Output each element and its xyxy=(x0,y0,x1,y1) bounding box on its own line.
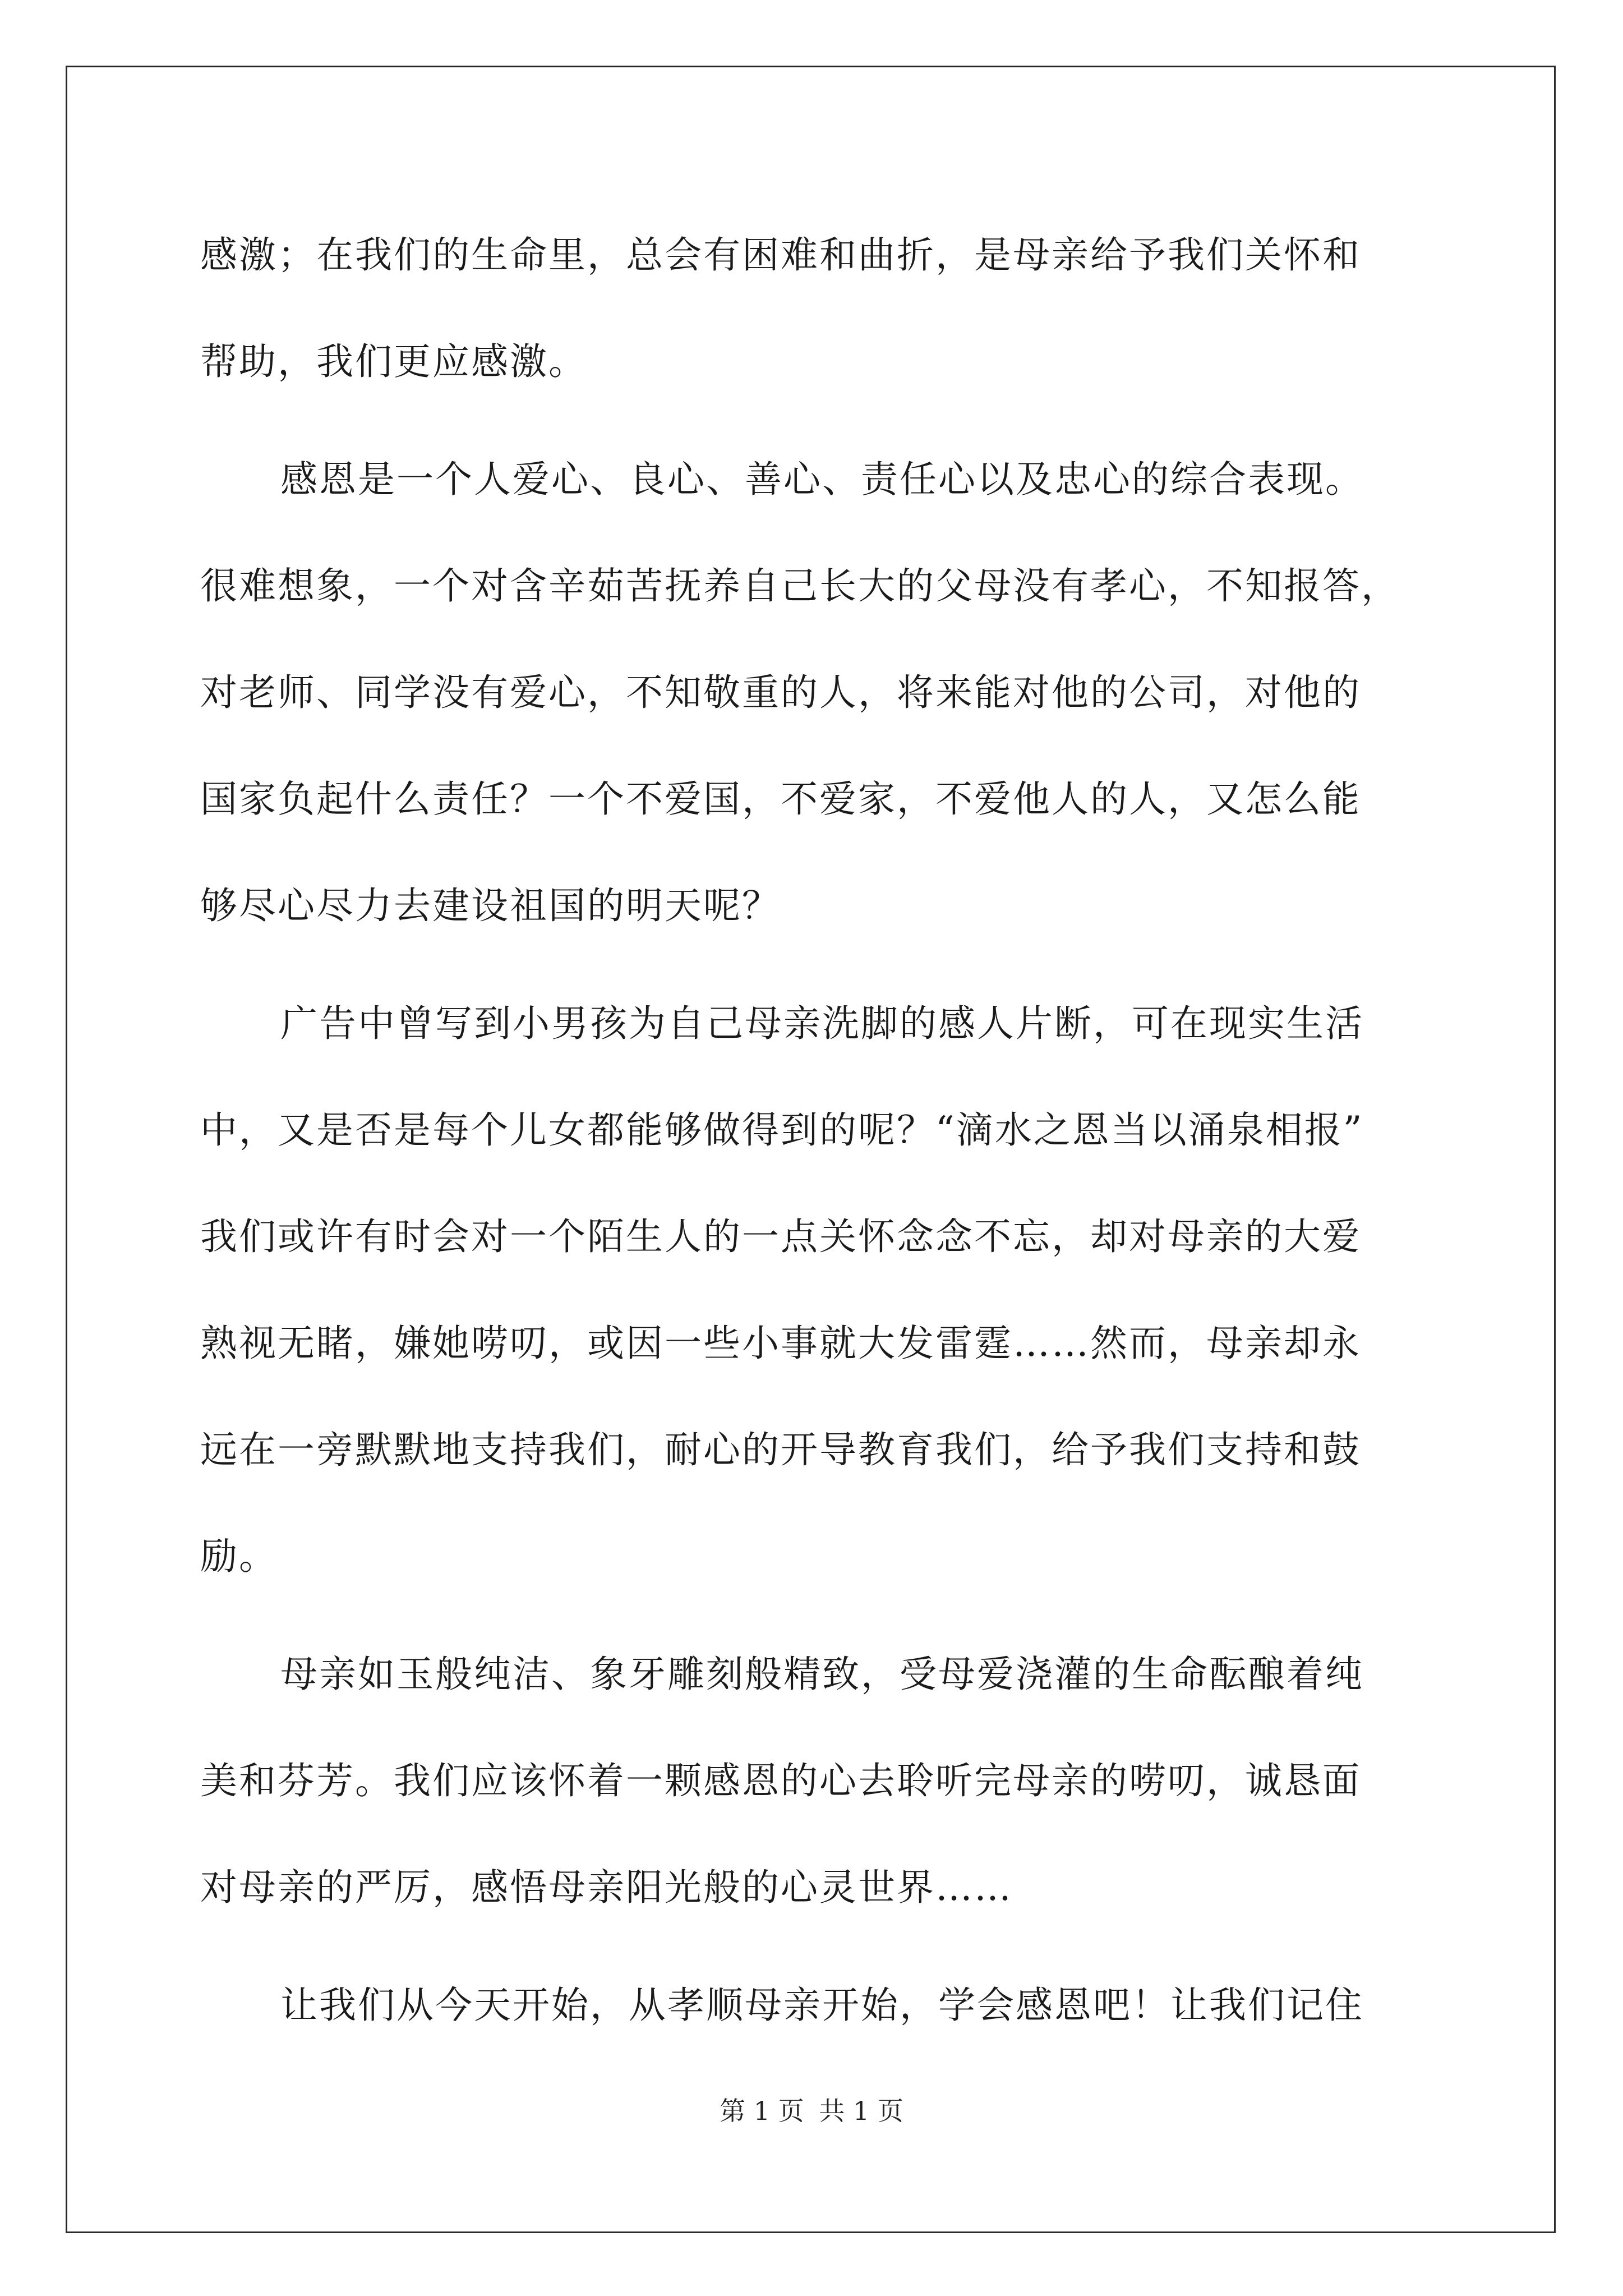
paragraph-first-line: 感恩是一个人爱心、良心、善心、责任心以及忠心的综合表现。 xyxy=(280,458,1364,501)
body-line: 我们或许有时会对一个陌生人的一点关怀念念不忘，却对母亲的大爱 xyxy=(200,1215,1361,1258)
body-line: 远在一旁默默地支持我们，耐心的开导教育我们，给予我们支持和鼓 xyxy=(200,1428,1361,1471)
body-line: 励。 xyxy=(200,1535,278,1578)
body-line: 国家负起什么责任？一个不爱国，不爱家，不爱他人的人，又怎么能 xyxy=(200,777,1361,821)
body-line: 帮助，我们更应感激。 xyxy=(200,340,587,383)
body-line: 感激；在我们的生命里，总会有困难和曲折，是母亲给予我们关怀和 xyxy=(200,233,1361,277)
body-line: 对母亲的严厉，感悟母亲阳光般的心灵世界…… xyxy=(200,1866,1013,1909)
body-line: 对老师、同学没有爱心，不知敬重的人，将来能对他的公司，对他的 xyxy=(200,671,1361,714)
body-line: 中，又是否是每个儿女都能够做得到的呢？“滴水之恩当以涌泉相报” xyxy=(200,1108,1364,1152)
body-line: 很难想象，一个对含辛茹苦抚养自己长大的父母没有孝心，不知报答， xyxy=(200,564,1400,608)
paragraph-first-line: 母亲如玉般纯洁、象牙雕刻般精致，受母爱浇灌的生命酝酿着纯 xyxy=(280,1653,1364,1696)
page-number: 第 1 页 xyxy=(720,2096,804,2126)
body-line: 够尽心尽力去建设祖国的明天呢？ xyxy=(200,884,781,927)
body-line: 熟视无睹，嫌她唠叨，或因一些小事就大发雷霆……然而，母亲却永 xyxy=(200,1322,1361,1365)
page-total: 共 1 页 xyxy=(819,2096,903,2126)
body-line: 美和芬芳。我们应该怀着一颗感恩的心去聆听完母亲的唠叨，诚恳面 xyxy=(200,1759,1361,1802)
paragraph-first-line: 让我们从今天开始，从孝顺母亲开始，学会感恩吧！让我们记住 xyxy=(280,1984,1364,2027)
paragraph-first-line: 广告中曾写到小男孩为自己母亲洗脚的感人片断，可在现实生活 xyxy=(280,1002,1364,1045)
page-footer xyxy=(0,2095,1623,2127)
